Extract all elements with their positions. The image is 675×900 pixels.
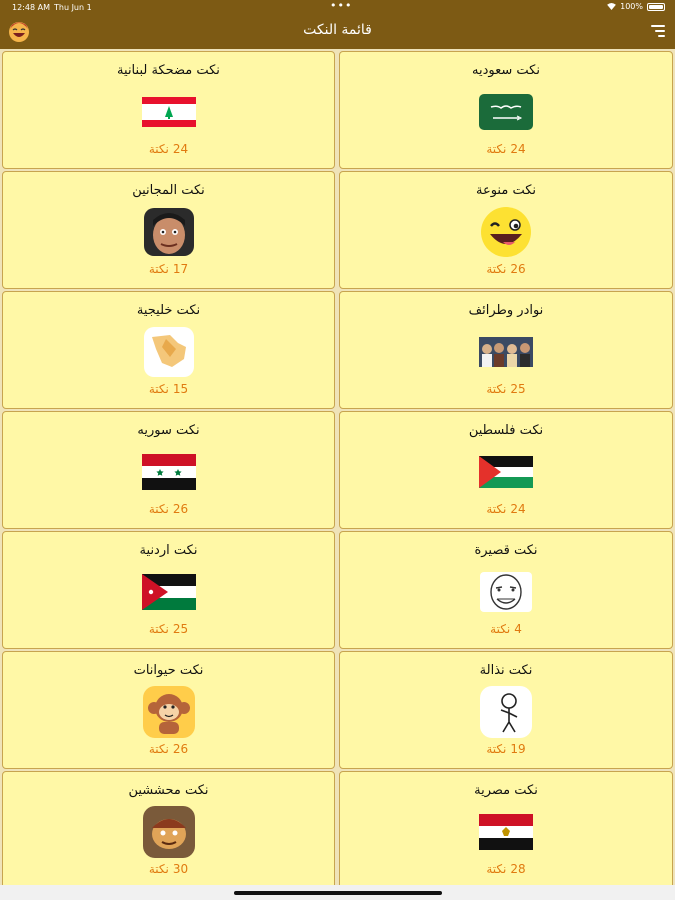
category-title: نكت حيوانات xyxy=(133,663,204,678)
multitask-dots[interactable]: ••• xyxy=(330,0,353,12)
category-saudi[interactable] xyxy=(339,51,673,169)
category-title: نكت نذالة xyxy=(479,663,533,678)
palestine-flag-icon xyxy=(479,450,533,494)
monkey-icon xyxy=(142,690,196,734)
page-title: قائمة النكت xyxy=(303,22,372,38)
category-varied[interactable] xyxy=(339,171,673,289)
category-stoners[interactable] xyxy=(2,771,335,885)
category-syria[interactable] xyxy=(2,411,335,529)
category-title: نكت سوريه xyxy=(137,423,200,438)
category-meanness[interactable] xyxy=(339,651,673,769)
category-count: 15نكتة xyxy=(148,382,189,396)
wifi-icon xyxy=(607,3,616,10)
category-title: نكت فلسطين xyxy=(468,423,544,438)
category-count: 25نكتة xyxy=(486,382,526,396)
category-lebanon[interactable] xyxy=(2,51,335,169)
status-right xyxy=(607,2,665,11)
category-count: 24نكتة xyxy=(148,142,189,156)
cartoon-character-icon xyxy=(142,810,196,854)
category-title: نكت مصرية xyxy=(474,783,538,798)
syria-flag-icon xyxy=(142,450,196,494)
category-title: نكت المجانين xyxy=(132,183,205,198)
category-gulf[interactable] xyxy=(2,291,335,409)
category-animals[interactable] xyxy=(2,651,335,769)
egypt-flag-icon xyxy=(479,810,533,854)
category-count: 26نكتة xyxy=(486,262,526,276)
category-count: 26نكتة xyxy=(148,742,189,756)
saudi-flag-icon xyxy=(479,90,533,134)
category-title: نكت منوعة xyxy=(475,183,537,198)
category-title: نوادر وطرائف xyxy=(468,303,544,318)
category-count: 19نكتة xyxy=(486,742,526,756)
status-bar xyxy=(0,0,675,14)
laughing-emoji-icon xyxy=(479,210,533,254)
status-date: Thu Jun 1 xyxy=(54,3,92,12)
category-title: نكت خليجية xyxy=(136,303,201,318)
funny-face-photo-icon xyxy=(142,210,196,254)
category-title: نكت اردنية xyxy=(139,543,198,558)
category-title: نكت قصيرة xyxy=(474,543,538,558)
menu-icon[interactable] xyxy=(651,25,665,37)
gulf-map-icon xyxy=(142,330,196,374)
category-count: 4نكتة xyxy=(490,622,522,636)
stick-figure-icon xyxy=(479,690,533,734)
category-count: 30نكتة xyxy=(148,862,189,876)
category-egypt[interactable] xyxy=(339,771,673,885)
category-count: 17نكتة xyxy=(148,262,189,276)
category-crazy[interactable] xyxy=(2,171,335,289)
battery-icon xyxy=(647,3,665,11)
jordan-flag-icon xyxy=(142,570,196,614)
category-count: 24نكتة xyxy=(486,502,526,516)
meme-face-icon xyxy=(479,570,533,614)
category-jordan[interactable] xyxy=(2,531,335,649)
category-anecdotes[interactable] xyxy=(339,291,673,409)
category-count: 24نكتة xyxy=(486,142,526,156)
category-title: نكت محششين xyxy=(128,783,209,798)
category-count: 25نكتة xyxy=(148,622,189,636)
category-short[interactable] xyxy=(339,531,673,649)
group-photo-icon xyxy=(479,330,533,374)
home-indicator[interactable] xyxy=(234,891,442,895)
category-title: نكت مضحكة لبنانية xyxy=(117,63,220,78)
category-title: نكت سعوديه xyxy=(472,63,540,78)
category-count: 28نكتة xyxy=(486,862,526,876)
battery-percent: 100% xyxy=(620,2,643,11)
category-grid xyxy=(0,49,675,885)
status-time: 12:48 AM xyxy=(12,3,50,12)
lebanon-flag-icon xyxy=(142,90,196,134)
category-count: 26نكتة xyxy=(148,502,189,516)
home-indicator-bar xyxy=(0,885,675,900)
category-palestine[interactable] xyxy=(339,411,673,529)
nav-bar xyxy=(0,14,675,49)
